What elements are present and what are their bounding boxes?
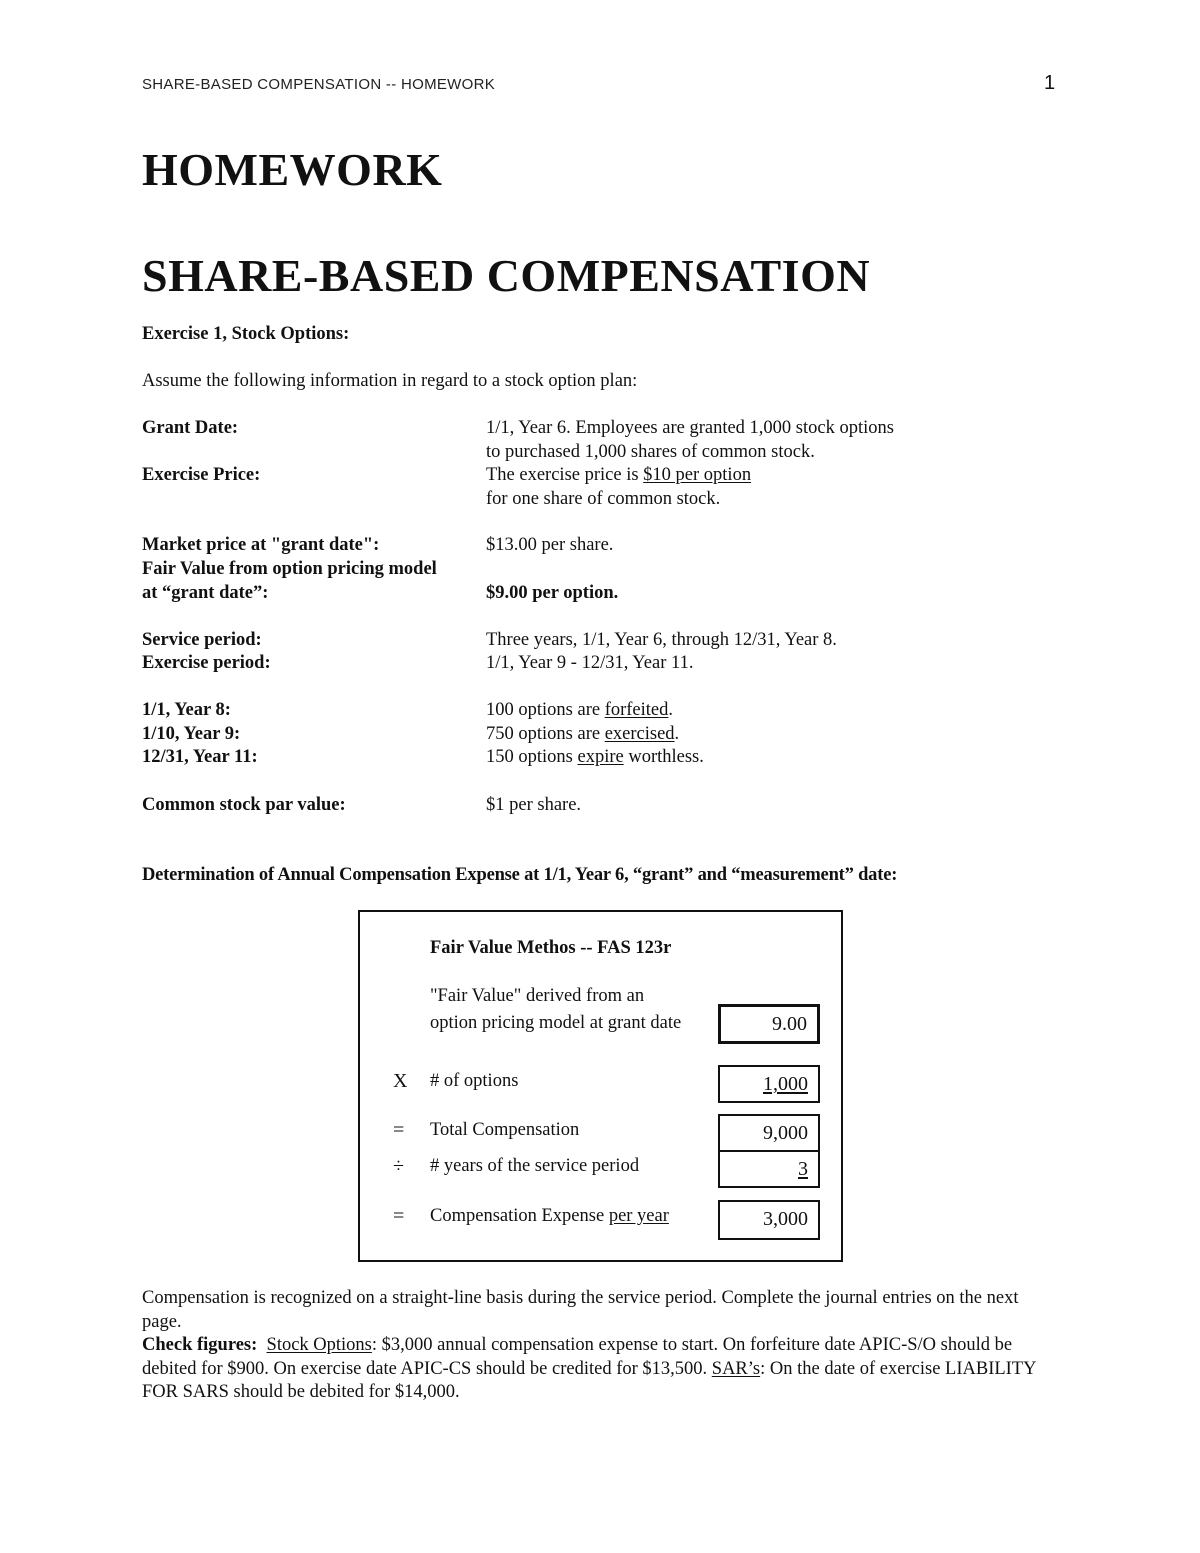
calc-options-value-box: 1,000 (718, 1065, 820, 1103)
calculation-box (358, 910, 843, 1262)
calc-fv-value-box: 9.00 (718, 1004, 820, 1044)
fair-value-value: $9.00 per option. (486, 583, 619, 603)
fair-value-label-line1: Fair Value from option pricing model (142, 559, 437, 579)
calc-total-value-box: 9,000 (718, 1114, 820, 1152)
par-value-value: $1 per share. (486, 795, 582, 815)
calc-equals-operator-1: = (393, 1119, 405, 1141)
exercise-heading: Exercise 1, Stock Options: (142, 324, 350, 344)
calc-options-label: # of options (430, 1071, 519, 1091)
calc-years-value-box: 3 (718, 1150, 820, 1188)
event-forfeit-label: 1/1, Year 8: (142, 700, 231, 720)
par-value-label: Common stock par value: (142, 795, 346, 815)
fair-value-label-line2: at “grant date”: (142, 583, 269, 603)
exercise-price-label: Exercise Price: (142, 465, 261, 485)
calc-expense-label: Compensation Expense per year (430, 1206, 669, 1226)
event-expire-label: 12/31, Year 11: (142, 747, 258, 767)
calc-multiply-operator: X (393, 1070, 408, 1092)
event-forfeit-value: 100 options are forfeited. (486, 700, 673, 720)
event-expire-value: 150 options expire worthless. (486, 747, 704, 767)
exercise-period-label: Exercise period: (142, 653, 271, 673)
calc-total-label: Total Compensation (430, 1120, 580, 1140)
check-figures-paragraph: Check figures: Stock Options: $3,000 annual compensation expense to start. On forfeiture date APIC-S/O should be debited for $900. On exercise date APIC-CS should be credited for $13,500. SAR’s: On the date of exercise LIABILITY FOR SARS should be debited for $14,000. (142, 1335, 1036, 1402)
service-period-label: Service period: (142, 630, 262, 650)
calc-years-label: # years of the service period (430, 1156, 640, 1176)
closing-paragraph: Compensation is recognized on a straight-line basis during the service period. Complete the journal entries on the next page. (142, 1288, 1019, 1332)
service-period-value: Three years, 1/1, Year 6, through 12/31, Year 8. (486, 630, 837, 650)
market-price-label: Market price at "grant date": (142, 535, 380, 555)
grant-date-label: Grant Date: (142, 418, 239, 438)
market-price-value: $13.00 per share. (486, 535, 614, 555)
calc-equals-operator-2: = (393, 1205, 405, 1227)
grant-date-value-line1: 1/1, Year 6. Employees are granted 1,000 stock options (486, 418, 894, 438)
event-exercise-value: 750 options are exercised. (486, 724, 680, 744)
calc-fv-desc-line2: option pricing model at grant date (430, 1013, 682, 1033)
page-number: 1 (1044, 72, 1056, 94)
calc-divide-operator: ÷ (393, 1155, 404, 1177)
exercise-price-value-line2: for one share of common stock. (486, 489, 721, 509)
check-figures-label: Check figures: (142, 1335, 258, 1355)
event-exercise-label: 1/10, Year 9: (142, 724, 241, 744)
exercise-price-value: The exercise price is $10 per option (486, 465, 752, 485)
page-subtitle: SHARE-BASED COMPENSATION (142, 250, 871, 301)
exercise-period-value: 1/1, Year 9 - 12/31, Year 11. (486, 653, 694, 673)
running-header: SHARE-BASED COMPENSATION -- HOMEWORK (142, 76, 496, 93)
calc-expense-value-box: 3,000 (718, 1200, 820, 1240)
intro-text: Assume the following information in regard to a stock option plan: (142, 371, 638, 391)
calc-fv-desc-line1: "Fair Value" derived from an (430, 986, 645, 1006)
exercise-price-underlined: $10 per option (643, 465, 752, 485)
calc-title: Fair Value Methos -- FAS 123r (430, 938, 672, 958)
determination-heading: Determination of Annual Compensation Expense at 1/1, Year 6, “grant” and “measurement” date: (142, 865, 898, 885)
page-title: HOMEWORK (142, 144, 443, 195)
grant-date-value-line2: to purchased 1,000 shares of common stock. (486, 442, 815, 462)
